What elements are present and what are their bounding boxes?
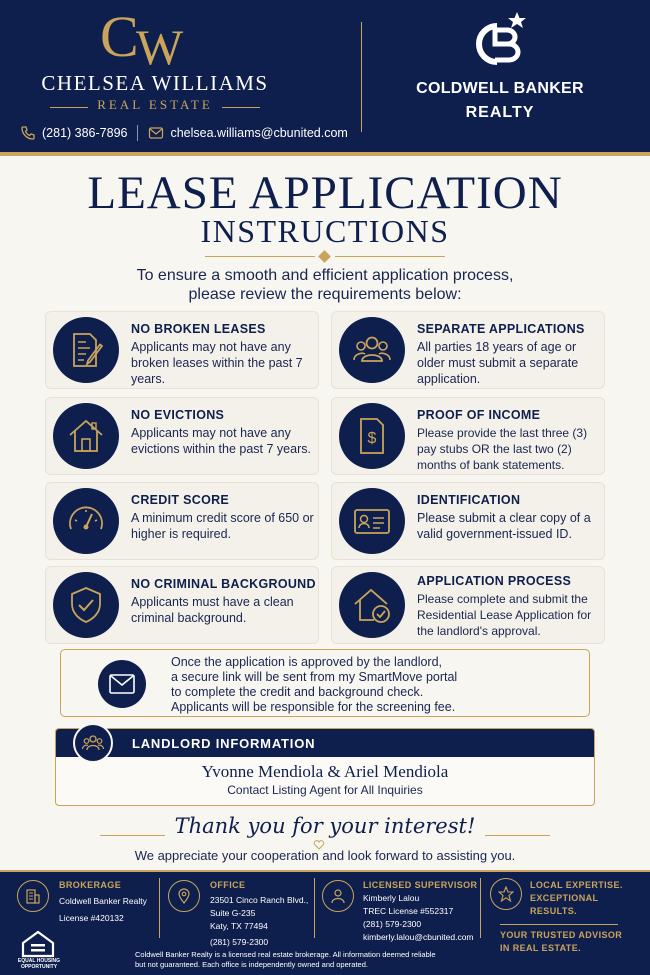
footer-tagline-line-1: LOCAL EXPERTISE. (530, 880, 623, 890)
partner-sub: REALTY (465, 104, 535, 121)
intro-line-2: please review the requirements below: (188, 286, 462, 303)
footer-brokerage-text (59, 895, 147, 925)
notice-line-2: a secure link will be sent from my SmartMove portal (171, 670, 458, 684)
footer-tagline-line-5: IN REAL ESTATE. (500, 943, 582, 953)
footer-tagline (530, 879, 623, 918)
card-text: Applicants may not have any evictions within the past 7 years. (131, 426, 311, 456)
svg-text:$: $ (367, 430, 377, 447)
card-text: Please submit a clear copy of a valid government-issued ID. (417, 511, 591, 541)
card-icon-circle (53, 572, 119, 638)
ornament-line-right (335, 256, 445, 257)
brand-sub-line-right (222, 107, 260, 108)
svg-text:W: W (136, 19, 184, 68)
card-text: Please complete and submit the Residential Lease Application for the landlord's approval. (417, 592, 592, 638)
notice-icon-circle (98, 660, 146, 708)
card-separate-applications (331, 311, 605, 389)
page-title: LEASE APPLICATION (87, 167, 563, 219)
landlord-heading: LANDLORD INFORMATION (132, 736, 316, 751)
person-icon (330, 888, 346, 904)
gauge-icon (66, 501, 106, 541)
landlord-info-box (55, 728, 595, 806)
footer-tagline-icon-circle (490, 878, 522, 910)
brand-sub: REAL ESTATE (97, 97, 213, 112)
star-icon (498, 886, 514, 902)
people-icon (82, 733, 104, 753)
footer-tagline-line-4: YOUR TRUSTED ADVISOR (500, 930, 623, 940)
notice-text (171, 655, 581, 715)
card-title: NO BROKEN LEASES (131, 322, 266, 336)
intro-text (60, 266, 590, 304)
card-icon-circle (339, 403, 405, 469)
header-divider-line (0, 152, 650, 156)
footer-office-heading: OFFICE (210, 880, 246, 890)
phone-number[interactable]: (281) 386-7896 (42, 126, 128, 140)
ornament-diamond (318, 250, 331, 263)
svg-text:C: C (100, 6, 139, 68)
footer-brokerage-line-1: Coldwell Banker Realty (59, 896, 147, 906)
card-icon-circle (53, 488, 119, 554)
card-text: Applicants may not have any broken leases within the past 7 years. (131, 340, 303, 386)
notice-line-4: Applicants will be responsible for the screening fee. (171, 700, 456, 714)
shield-check-icon (66, 585, 106, 625)
email-icon (148, 125, 164, 141)
header-vertical-divider (361, 22, 362, 132)
landlord-agent-note: Contact Listing Agent for All Inquiries (227, 783, 423, 797)
card-no-broken-leases (45, 311, 319, 389)
card-application-process (331, 566, 605, 644)
card-text: Please provide the last three (3) pay stubs OR the last two (2) months of bank statements. (417, 426, 588, 472)
house-icon (66, 416, 106, 456)
closing-text: We appreciate your cooperation and look forward to assisting you. (134, 848, 516, 863)
card-text: All parties 18 years of age or older must submit a separate application. (417, 340, 579, 386)
card-title: APPLICATION PROCESS (417, 574, 572, 588)
thanks-wrap (100, 814, 550, 844)
approval-notice (60, 649, 590, 717)
cw-monogram-logo (100, 6, 200, 68)
card-icon-circle (53, 317, 119, 383)
card-text: A minimum credit score of 650 or higher is required. (131, 511, 314, 541)
notice-line-3: to complete the credit and background check. (171, 685, 424, 699)
people-icon (352, 330, 392, 370)
footer-supervisor-text (363, 892, 474, 944)
title-ornament (205, 251, 445, 263)
brand-name: CHELSEA WILLIAMS (41, 71, 269, 95)
footer-brokerage-line-2: License #420132 (59, 913, 124, 923)
footer-brokerage-icon-circle (17, 880, 49, 912)
card-identification (331, 482, 605, 560)
card-title: NO EVICTIONS (131, 408, 225, 422)
envelope-icon (109, 672, 135, 696)
building-icon (25, 888, 41, 904)
card-icon-circle (53, 403, 119, 469)
footer-tagline-divider (500, 924, 618, 925)
card-title: SEPARATE APPLICATIONS (417, 322, 585, 336)
footer-tagline-line-3: RESULTS. (530, 906, 578, 916)
footer-supervisor-line-2: TREC License #552317 (363, 906, 454, 916)
footer-supervisor-line-1: Kimberly Lalou (363, 893, 420, 903)
page-subtitle: INSTRUCTIONS (200, 213, 450, 249)
ornament-line-left (205, 256, 315, 257)
footer-supervisor-email[interactable]: kimberly.lalou@cbunited.com (363, 932, 474, 942)
email-address[interactable]: chelsea.williams@cbunited.com (170, 126, 348, 140)
document-pen-icon (66, 330, 106, 370)
contact-separator (137, 125, 138, 141)
footer-top-line (0, 870, 650, 872)
footer-office-text (210, 894, 308, 949)
footer-tagline-line-2: EXCEPTIONAL (530, 893, 599, 903)
disclaimer-line-1: Coldwell Banker Realty is a licensed real estate brokerage. All information deemed reliable (135, 950, 436, 959)
coldwell-banker-logo (467, 12, 527, 78)
footer-supervisor-line-3: (281) 579-2300 (363, 919, 422, 929)
card-title: IDENTIFICATION (417, 493, 521, 507)
footer-office-line-1: 23501 Cinco Ranch Blvd., (210, 895, 309, 905)
footer-separator (314, 878, 315, 938)
card-no-criminal-background (45, 566, 319, 644)
dollar-document-icon (352, 416, 392, 456)
brand-sub-wrap (50, 97, 260, 117)
footer-office-line-3: Katy, TX 77494 (210, 921, 268, 931)
card-text: Applicants must have a clean criminal background. (131, 595, 294, 625)
footer-supervisor-icon-circle (322, 880, 354, 912)
footer-separator (480, 878, 481, 938)
card-title: CREDIT SCORE (131, 493, 230, 507)
footer-brokerage-heading: BROKERAGE (59, 880, 122, 890)
footer-office-line-2: Suite G-235 (210, 908, 256, 918)
house-check-icon (352, 585, 392, 625)
disclaimer-line-2: but not guaranteed. Each office is independently owned and operated. (135, 960, 368, 969)
card-icon-circle (339, 488, 405, 554)
notice-line-1: Once the application is approved by the landlord, (171, 655, 443, 669)
contact-row (20, 123, 348, 143)
landlord-icon-circle (73, 723, 113, 763)
location-pin-icon (176, 888, 192, 904)
intro-line-1: To ensure a smooth and efficient application process, (136, 267, 514, 284)
card-proof-of-income (331, 397, 605, 475)
footer-separator (159, 878, 160, 938)
thank-you-text: Thank you for your interest! (174, 814, 476, 838)
id-card-icon (352, 501, 392, 541)
equal-housing-label: EQUAL HOUSING OPPORTUNITY (17, 958, 61, 970)
landlord-names: Yvonne Mendiola & Ariel Mendiola (201, 762, 449, 781)
footer-supervisor-heading: LICENSED SUPERVISOR (363, 880, 478, 890)
thanks-line-right (485, 835, 550, 836)
footer-disclaimer (135, 950, 535, 970)
footer-office-icon-circle (168, 880, 200, 912)
phone-icon (20, 125, 36, 141)
card-credit-score (45, 482, 319, 560)
card-no-evictions (45, 397, 319, 475)
card-icon-circle (339, 317, 405, 383)
partner-name: COLDWELL BANKER (416, 80, 584, 97)
footer-office-line-4: (281) 579-2300 (210, 937, 269, 947)
card-icon-circle (339, 572, 405, 638)
card-title: PROOF OF INCOME (417, 408, 541, 422)
card-title: NO CRIMINAL BACKGROUND (131, 577, 316, 591)
